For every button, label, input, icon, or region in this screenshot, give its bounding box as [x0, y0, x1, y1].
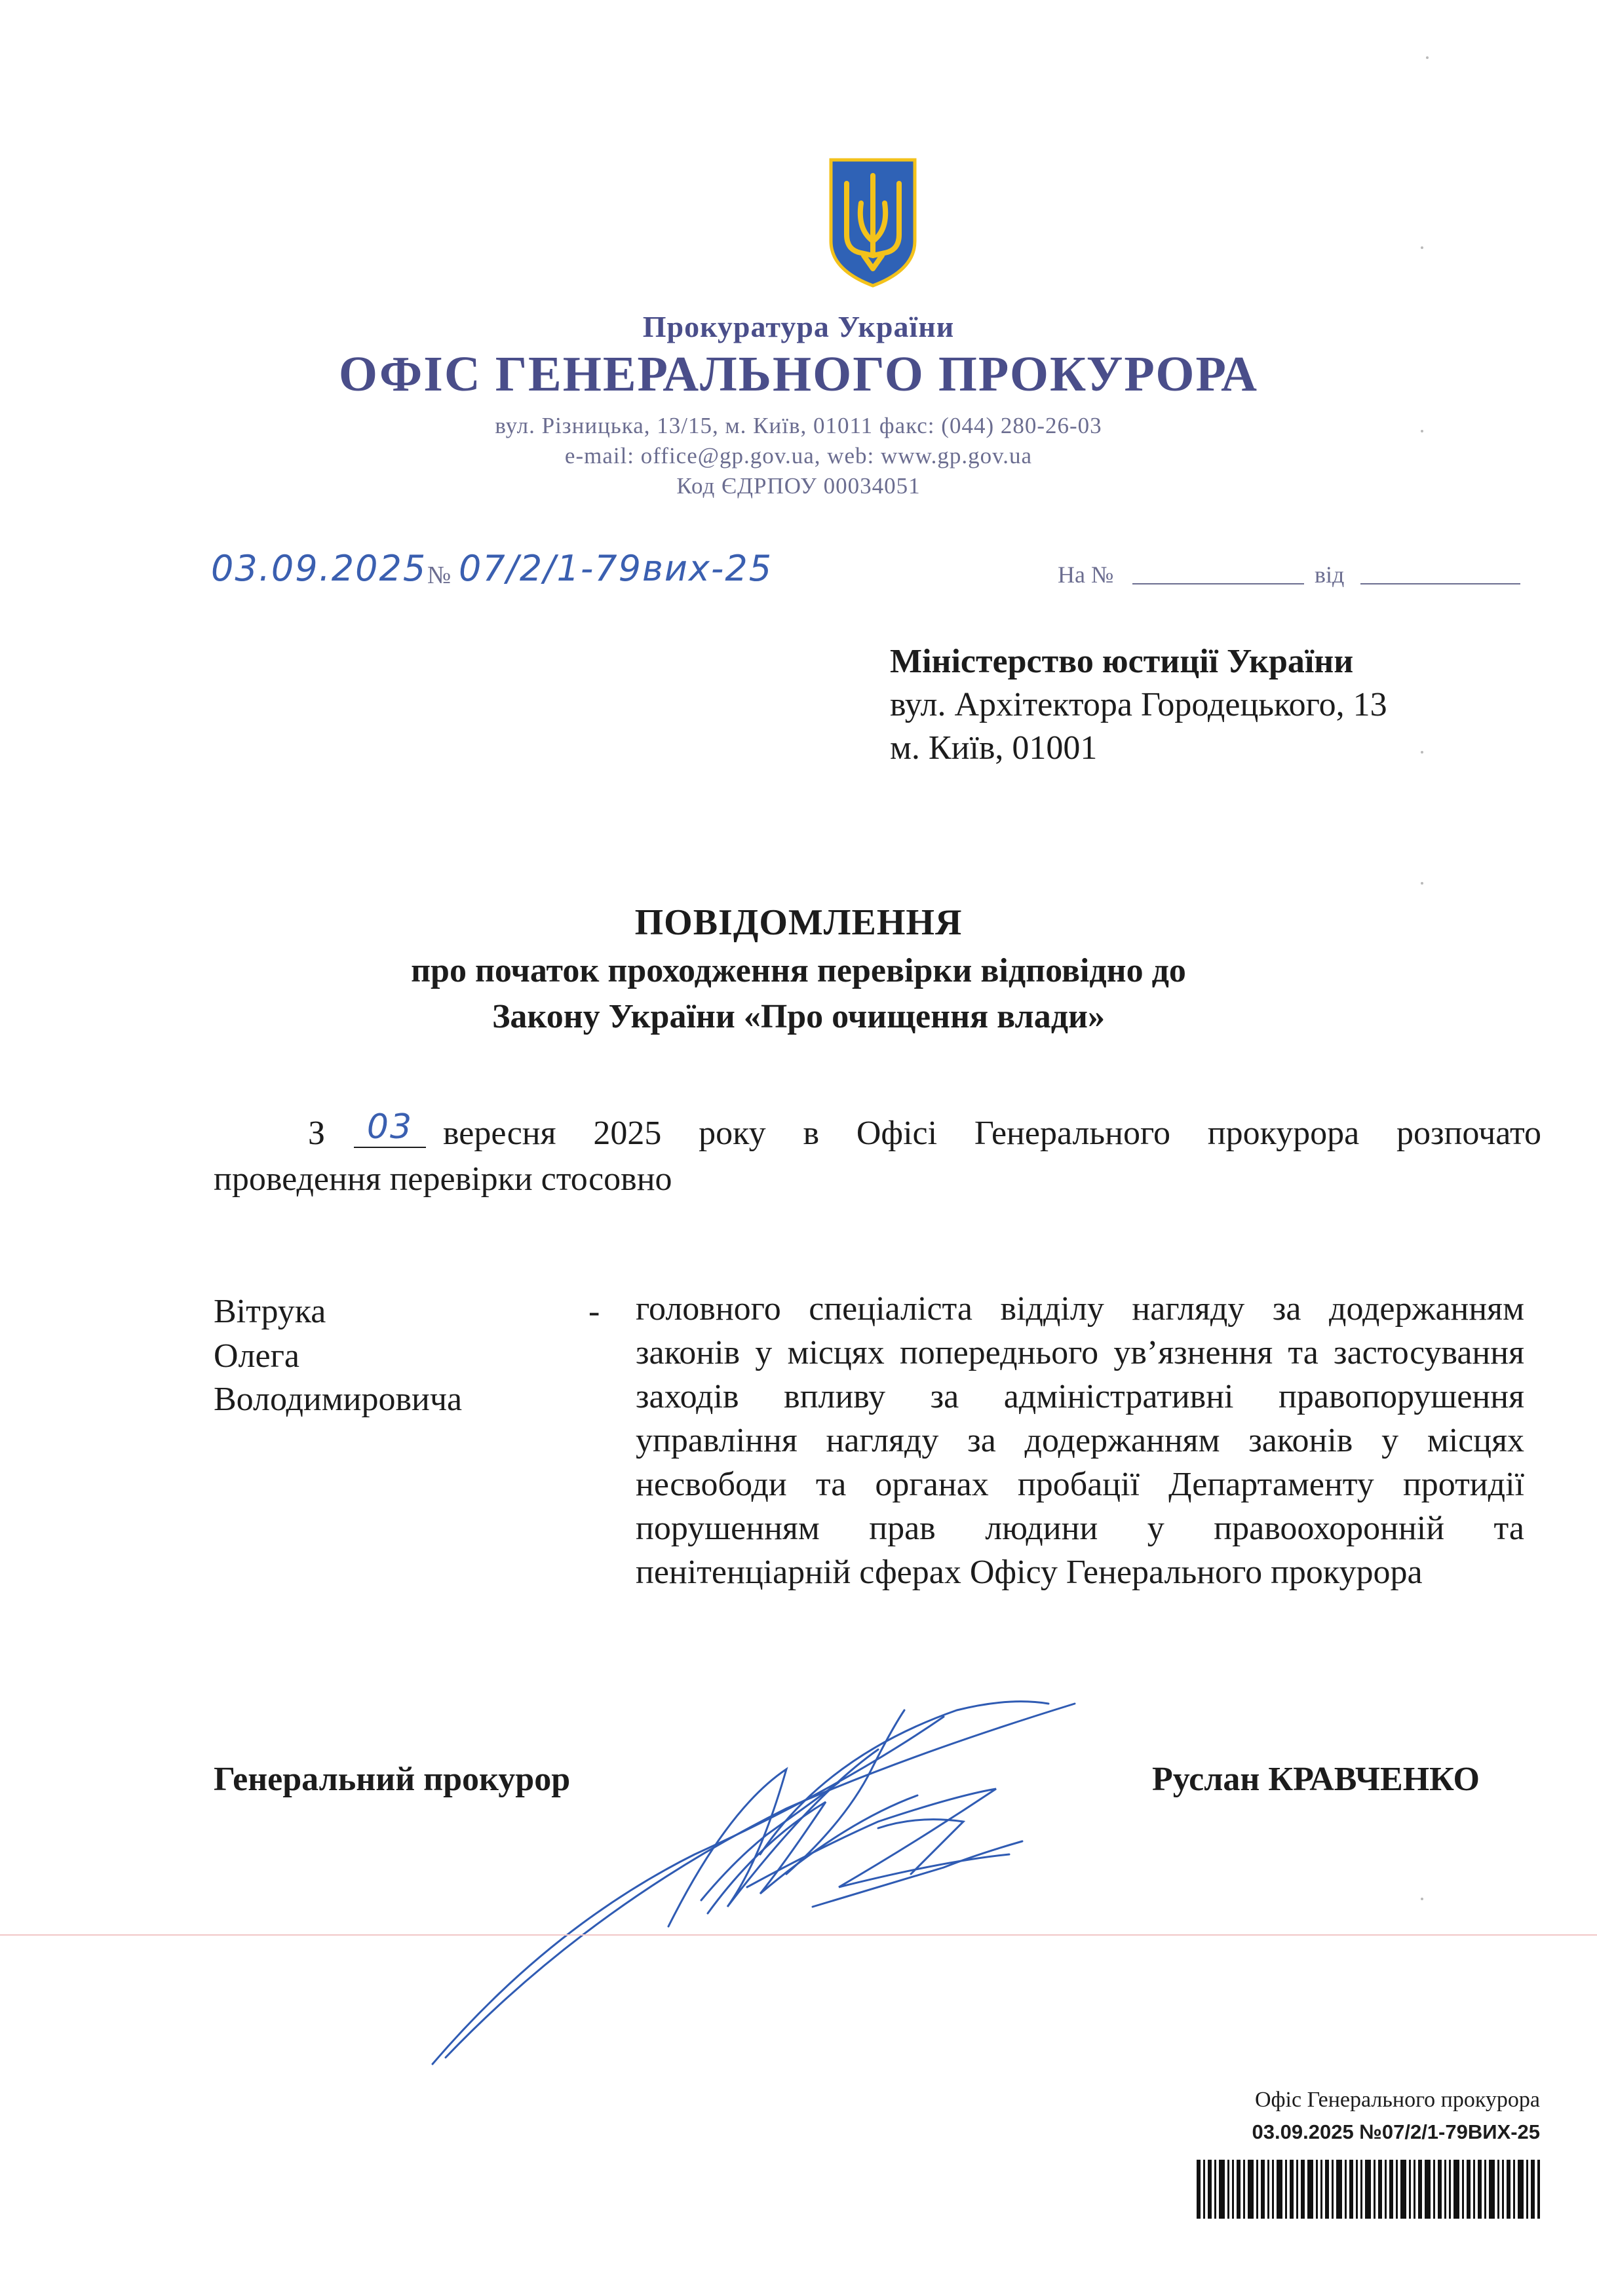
reply-number-blank [1132, 583, 1304, 584]
body-day: 03 [354, 1107, 426, 1148]
scan-speck [1421, 430, 1423, 432]
outgoing-date: 03.09.2025 [211, 548, 427, 589]
office-contacts: e-mail: office@gp.gov.ua, web: www.gp.gov.ua [564, 443, 1033, 469]
fold-line [0, 1934, 1597, 1936]
scan-speck [1421, 882, 1423, 885]
scan-speck [1426, 56, 1429, 59]
addressee-organization: Міністерство юстиції України [890, 643, 1354, 680]
addressee-city: м. Київ, 01001 [890, 729, 1098, 767]
scan-speck [1421, 1898, 1423, 1900]
person-first-name: Олега [214, 1337, 299, 1375]
scan-speck [1421, 246, 1423, 249]
office-title: ОФІС ГЕНЕРАЛЬНОГО ПРОКУРОРА [338, 347, 1259, 402]
signatory-position: Генеральний прокурор [214, 1761, 571, 1798]
barcode [1197, 2160, 1540, 2219]
person-position: головного спеціаліста відділу нагляду за додержанням законів у місцях попереднього ув’язнення та застосування заходів впливу за адміністративні правопорушення управління нагляду за додержанням законів у місцях несвободи та органах пробації Департаменту протидії порушенням прав людини у правоохоронній та пенітенціарній сферах Офісу Генерального прокурора [636, 1290, 1524, 1591]
scan-speck [1421, 751, 1423, 754]
addressee-street: вул. Архітектора Городецького, 13 [890, 686, 1387, 723]
person-patronymic: Володимировича [214, 1381, 463, 1418]
office-code: Код ЄДРПОУ 00034051 [676, 473, 921, 499]
outgoing-number: 07/2/1-79вих-25 [459, 548, 773, 589]
person-dash: - [588, 1293, 600, 1330]
registration-stamp-organization: Офіс Генерального прокурора [1254, 2088, 1540, 2112]
person-surname: Вітрука [214, 1293, 326, 1330]
body-text-line2: проведення перевірки стосовно [214, 1160, 672, 1198]
document-title: ПОВІДОМЛЕННЯ [634, 902, 963, 943]
agency-name: Прокуратура України [642, 310, 955, 343]
office-address: вул. Різницька, 13/15, м. Київ, 01011 факс: (044) 280-26-03 [495, 413, 1102, 438]
body-text-line1: вересня 2025 року в Офісі Генерального прокурора розпочато [443, 1115, 1541, 1152]
signatory-name: Руслан КРАВЧЕНКО [1152, 1761, 1480, 1798]
document-subtitle-line1: про початок проходження перевірки відповідно до [411, 952, 1186, 989]
document-subtitle-line2: Закону України «Про очищення влади» [491, 998, 1105, 1035]
number-label: № [427, 562, 452, 589]
handwritten-signature [419, 1691, 1173, 2071]
reply-date-label: від [1315, 562, 1345, 588]
body-prefix: З [308, 1115, 326, 1152]
registration-stamp-number: 03.09.2025 №07/2/1-79ВИХ-25 [1252, 2120, 1540, 2143]
reply-date-blank [1360, 583, 1520, 584]
coat-of-arms-emblem [827, 157, 919, 288]
reply-number-label: На № [1058, 562, 1114, 588]
